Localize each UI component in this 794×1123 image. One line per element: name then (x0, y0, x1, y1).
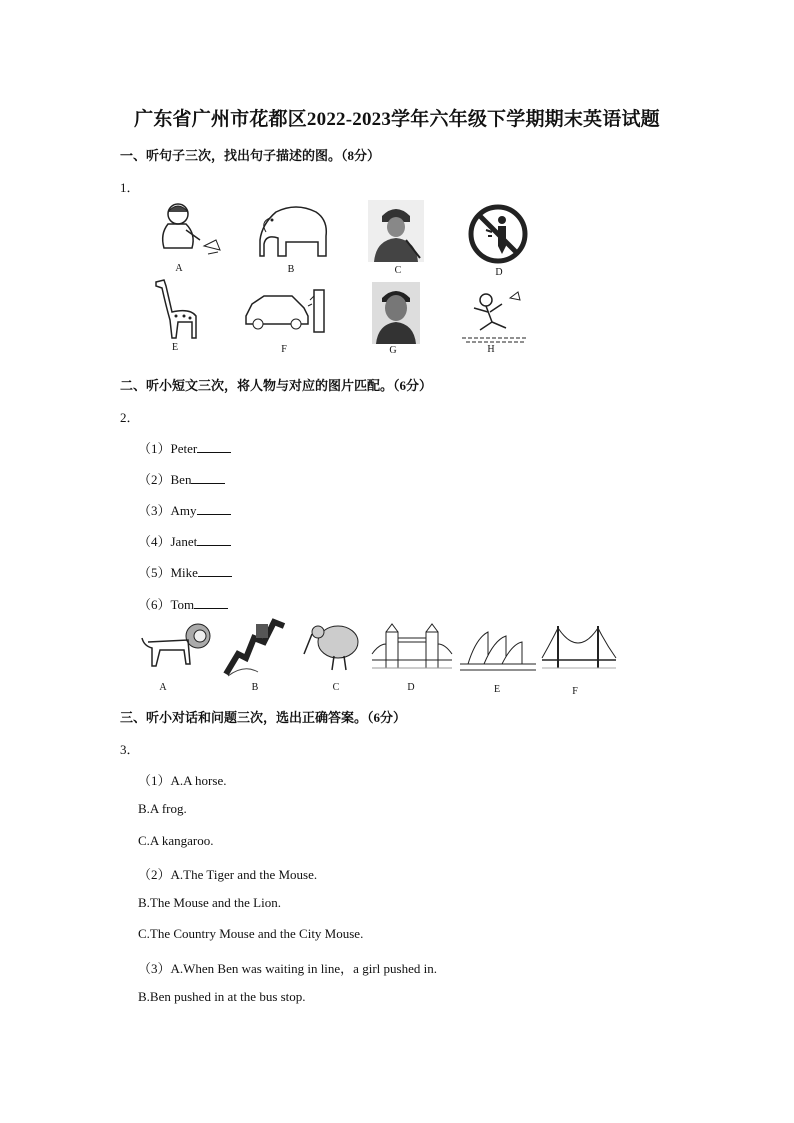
pic-label-b: B (287, 264, 295, 275)
option-3b[interactable]: B.Ben pushed in at the bus stop. (138, 989, 306, 1004)
answer-blank[interactable] (197, 534, 231, 546)
great-wall-picture (224, 614, 286, 678)
question-number-1: 1． (120, 180, 140, 195)
pic2-label-d: D (407, 682, 415, 693)
sydney-opera-house-picture (460, 628, 536, 674)
pic2-label-a: A (159, 682, 167, 693)
match-item-peter: （1）Peter (138, 438, 231, 457)
pic-label-e: E (171, 342, 179, 353)
golden-gate-bridge-picture (542, 624, 616, 674)
pic-label-c: C (394, 265, 402, 276)
match-item-ben: （2）Ben (138, 469, 225, 488)
match-item-tom: （6）Tom (138, 594, 228, 613)
no-littering-sign-picture (468, 204, 528, 264)
pic2-label-b: B (251, 682, 259, 693)
option-1c[interactable]: C.A kangaroo. (138, 833, 214, 848)
man-portrait-picture (372, 282, 420, 344)
option-3a[interactable]: （3）A.When Ben was waiting in line，a girl pushed in. (138, 961, 437, 976)
pic-label-f: F (281, 344, 287, 355)
section3-heading: 三、听小对话和问题三次，选出正确答案。（6分） (120, 710, 407, 725)
option-2c[interactable]: C.The Country Mouse and the City Mouse. (138, 926, 364, 941)
option-2a[interactable]: （2）A.The Tiger and the Mouse. (138, 867, 318, 882)
option-2b[interactable]: B.The Mouse and the Lion. (138, 895, 281, 910)
car-crash-picture (242, 286, 330, 334)
section1-heading: 一、听句子三次，找出句子描述的图。（8分） (120, 148, 381, 163)
option-1b[interactable]: B.A frog. (138, 801, 187, 816)
question-number-2: 2． (120, 410, 140, 425)
match-item-mike: （5）Mike (138, 562, 232, 581)
answer-blank[interactable] (198, 565, 232, 577)
pic-label-d: D (495, 267, 503, 278)
pic2-label-c: C (332, 682, 340, 693)
tower-bridge-picture (372, 624, 452, 674)
match-item-janet: （4）Janet (138, 531, 231, 550)
pic-label-a: A (175, 263, 183, 274)
section2-heading: 二、听小短文三次，将人物与对应的图片匹配。（6分） (120, 378, 433, 393)
answer-blank[interactable] (197, 503, 231, 515)
question-number-3: 3． (120, 742, 140, 757)
pic-label-h: H (487, 344, 495, 355)
answer-blank[interactable] (191, 472, 225, 484)
lion-picture (140, 620, 212, 670)
answer-blank[interactable] (197, 441, 231, 453)
boy-slipping-picture (462, 288, 530, 346)
match-item-amy: （3）Amy (138, 500, 231, 519)
pic2-label-f: F (572, 686, 578, 697)
option-1a[interactable]: （1）A.A horse. (138, 773, 227, 788)
pic2-label-e: E (493, 684, 501, 695)
kiwi-bird-picture (302, 618, 362, 672)
boy-picking-litter-picture (146, 200, 226, 260)
page-title: 广东省广州市花都区2022-2023学年六年级下学期期末英语试题 (134, 109, 660, 130)
answer-blank[interactable] (194, 597, 228, 609)
soldier-portrait-picture (368, 200, 424, 262)
elephant-picture (256, 200, 331, 262)
giraffe-picture (150, 276, 202, 340)
pic-label-g: G (389, 345, 397, 356)
